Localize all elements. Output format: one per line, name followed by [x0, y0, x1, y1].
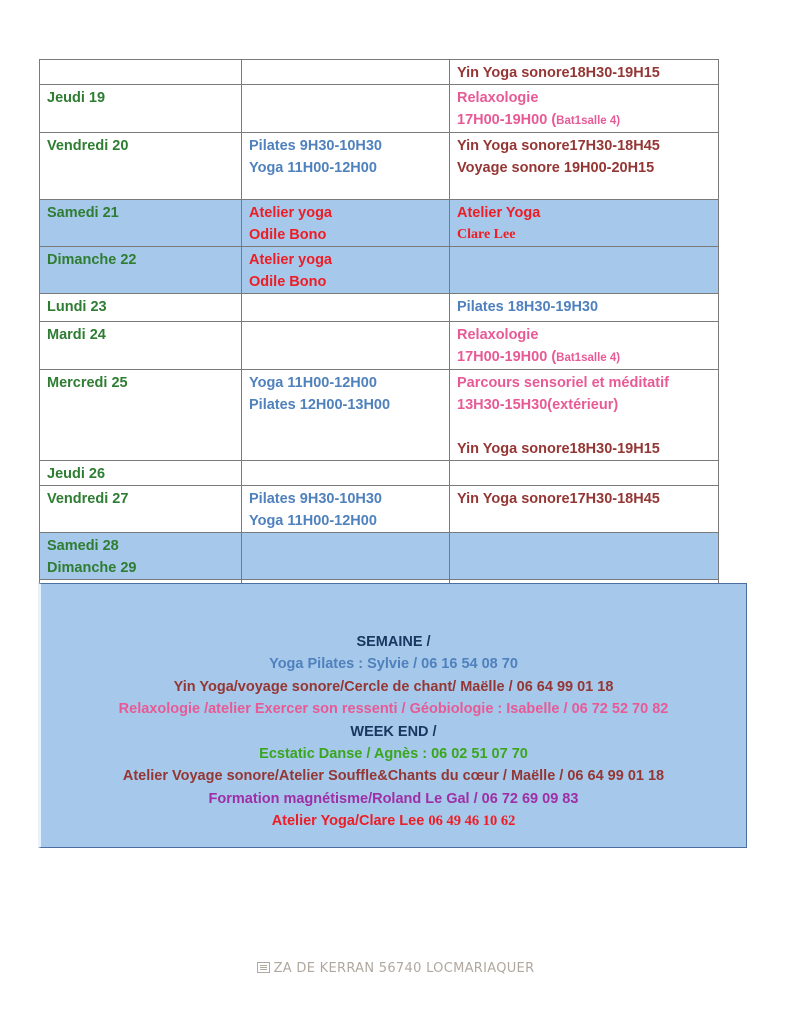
- day-cell: [40, 370, 242, 461]
- footer-address: ZA DE KERRAN 56740 LOCMARIAQUER: [273, 961, 535, 976]
- day-cell: [40, 533, 242, 580]
- contact-text: Atelier Voyage sonore/Atelier Souffle&Chants du cœur / Maëlle / 06 64 99 01 18: [122, 768, 665, 785]
- activity-text: [457, 87, 711, 109]
- afternoon-cell: [450, 294, 719, 322]
- activity-label: Atelier yoga: [249, 252, 332, 268]
- activity-label: Atelier yoga: [249, 205, 332, 221]
- activity-text: [249, 202, 442, 224]
- afternoon-cell: [450, 461, 719, 486]
- morning-cell: [242, 486, 450, 533]
- activity-text: [457, 324, 711, 346]
- day-label: Vendredi 27: [47, 491, 129, 507]
- activity-label: Pilates 9H30-10H30: [249, 491, 382, 507]
- contact-text: Atelier Yoga/Clare Lee: [271, 813, 429, 830]
- morning-cell: [242, 461, 450, 486]
- room-note: Bat1salle 4): [556, 352, 621, 364]
- activity-label: Yoga 11H00-12H00: [249, 513, 377, 529]
- day-cell: [40, 294, 242, 322]
- contact-text: Yin Yoga/voyage sonore/Cercle de chant/ Maëlle / 06 64 99 01 18: [173, 678, 614, 695]
- schedule-row: [40, 60, 719, 85]
- spacer: [457, 416, 711, 438]
- schedule-table: [39, 59, 719, 605]
- day-cell: [40, 247, 242, 294]
- activity-label: 17H00-19H00 (: [457, 112, 557, 128]
- activity-label: Pilates 9H30-10H30: [249, 138, 382, 154]
- day-cell: [40, 461, 242, 486]
- document-icon: [257, 962, 270, 973]
- activity-text: [249, 224, 442, 246]
- day-label: Samedi 21: [47, 205, 119, 221]
- morning-cell: [242, 133, 450, 200]
- activity-text: [249, 271, 442, 293]
- contact-text: Relaxologie /atelier Exercer son ressenti / Géobiologie : Isabelle / 06 72 52 70 82: [118, 701, 669, 718]
- day-label: Lundi 23: [47, 299, 107, 315]
- morning-cell: [242, 247, 450, 294]
- contact-line: [41, 631, 746, 653]
- morning-cell: [242, 200, 450, 247]
- activity-text: [249, 249, 442, 271]
- afternoon-cell: [450, 247, 719, 294]
- activity-label: Yin Yoga sonore18H30-19H15: [457, 65, 660, 81]
- morning-cell: [242, 322, 450, 370]
- activity-label: 17H00-19H00 (: [457, 349, 557, 365]
- activity-text: [457, 394, 711, 416]
- day-label: Dimanche 22: [47, 252, 137, 268]
- contact-text: Yoga Pilates : Sylvie / 06 16 54 08 70: [269, 656, 518, 673]
- activity-label: Pilates 18H30-19H30: [457, 299, 599, 315]
- activity-text: [457, 488, 711, 510]
- activity-text: [457, 224, 711, 246]
- schedule-body: [40, 60, 719, 605]
- activity-text: [457, 346, 711, 369]
- contact-line: [41, 698, 746, 720]
- activity-text: [457, 438, 711, 460]
- afternoon-cell: [450, 533, 719, 580]
- activity-text: [249, 510, 442, 532]
- day-cell: [40, 200, 242, 247]
- contacts-list: [41, 584, 746, 833]
- day-label: Mardi 24: [47, 327, 106, 343]
- morning-cell: [242, 294, 450, 322]
- activity-label: Yin Yoga sonore17H30-18H45: [457, 138, 660, 154]
- activity-label: Odile Bono: [249, 227, 327, 243]
- afternoon-cell: [450, 85, 719, 133]
- day-label: Dimanche 29: [47, 560, 137, 576]
- contact-line: [41, 788, 746, 810]
- contact-line: [41, 810, 746, 832]
- activity-text: [457, 296, 711, 318]
- day-cell: [40, 133, 242, 200]
- activity-text: [249, 157, 442, 179]
- activity-label: Pilates 12H00-13H00: [249, 397, 391, 413]
- contact-line: [41, 743, 746, 765]
- day-cell: [40, 60, 242, 85]
- activity-label: Atelier Yoga: [457, 205, 541, 221]
- schedule-row: [40, 294, 719, 322]
- morning-cell: [242, 533, 450, 580]
- schedule-row: [40, 133, 719, 200]
- activity-label: Yin Yoga sonore18H30-19H15: [457, 441, 660, 457]
- activity-label: Relaxologie: [457, 90, 539, 106]
- day-label: Vendredi 20: [47, 138, 129, 154]
- schedule-row: [40, 200, 719, 247]
- contact-phone: 06 49 46 10 62: [428, 813, 516, 830]
- activity-label: 13H30-15H30(extérieur): [457, 397, 619, 413]
- contact-text: Ecstatic Danse / Agnès : 06 02 51 07 70: [259, 746, 528, 763]
- contact-text: Formation magnétisme/Roland Le Gal / 06 72 69 09 83: [208, 790, 579, 807]
- activity-text: [457, 202, 711, 224]
- activity-label: Yin Yoga sonore17H30-18H45: [457, 491, 660, 507]
- contact-text: WEEK END /: [350, 723, 437, 740]
- contacts-box: [38, 583, 747, 848]
- room-note: Bat1salle 4): [556, 115, 621, 127]
- activity-text: [457, 109, 711, 132]
- activity-text: [457, 62, 711, 84]
- schedule-row: [40, 85, 719, 133]
- day-cell: [40, 322, 242, 370]
- morning-cell: [242, 370, 450, 461]
- activity-text: [249, 394, 442, 416]
- activity-text: [249, 488, 442, 510]
- afternoon-cell: [450, 60, 719, 85]
- day-label: Samedi 28: [47, 538, 119, 554]
- activity-label: Relaxologie: [457, 327, 539, 343]
- activity-label: Voyage sonore 19H00-20H15: [457, 160, 655, 176]
- afternoon-cell: [450, 322, 719, 370]
- schedule-row: [40, 533, 719, 580]
- schedule-row: [40, 486, 719, 533]
- day-cell: [40, 486, 242, 533]
- activity-label: Clare Lee: [457, 227, 516, 242]
- schedule-row: [40, 461, 719, 486]
- contact-line: [41, 721, 746, 743]
- activity-label: Parcours sensoriel et méditatif: [457, 375, 669, 391]
- afternoon-cell: [450, 370, 719, 461]
- activity-text: [457, 157, 711, 179]
- footer: [0, 961, 791, 976]
- activity-text: [249, 135, 442, 157]
- activity-text: [457, 372, 711, 394]
- activity-text: [249, 372, 442, 394]
- schedule-row: [40, 322, 719, 370]
- schedule-row: [40, 247, 719, 294]
- afternoon-cell: [450, 200, 719, 247]
- day-label: Jeudi 19: [47, 90, 106, 106]
- day-cell: [40, 85, 242, 133]
- contact-line: [41, 653, 746, 675]
- activity-label: Yoga 11H00-12H00: [249, 160, 377, 176]
- afternoon-cell: [450, 486, 719, 533]
- morning-cell: [242, 60, 450, 85]
- afternoon-cell: [450, 133, 719, 200]
- contact-text: SEMAINE /: [356, 634, 431, 650]
- day-label: Jeudi 26: [47, 466, 106, 482]
- day-label: Mercredi 25: [47, 375, 128, 391]
- activity-text: [457, 135, 711, 157]
- morning-cell: [242, 85, 450, 133]
- activity-label: Yoga 11H00-12H00: [249, 375, 377, 391]
- contact-line: [41, 676, 746, 698]
- schedule-row: [40, 370, 719, 461]
- contact-line: [41, 765, 746, 787]
- activity-label: Odile Bono: [249, 274, 327, 290]
